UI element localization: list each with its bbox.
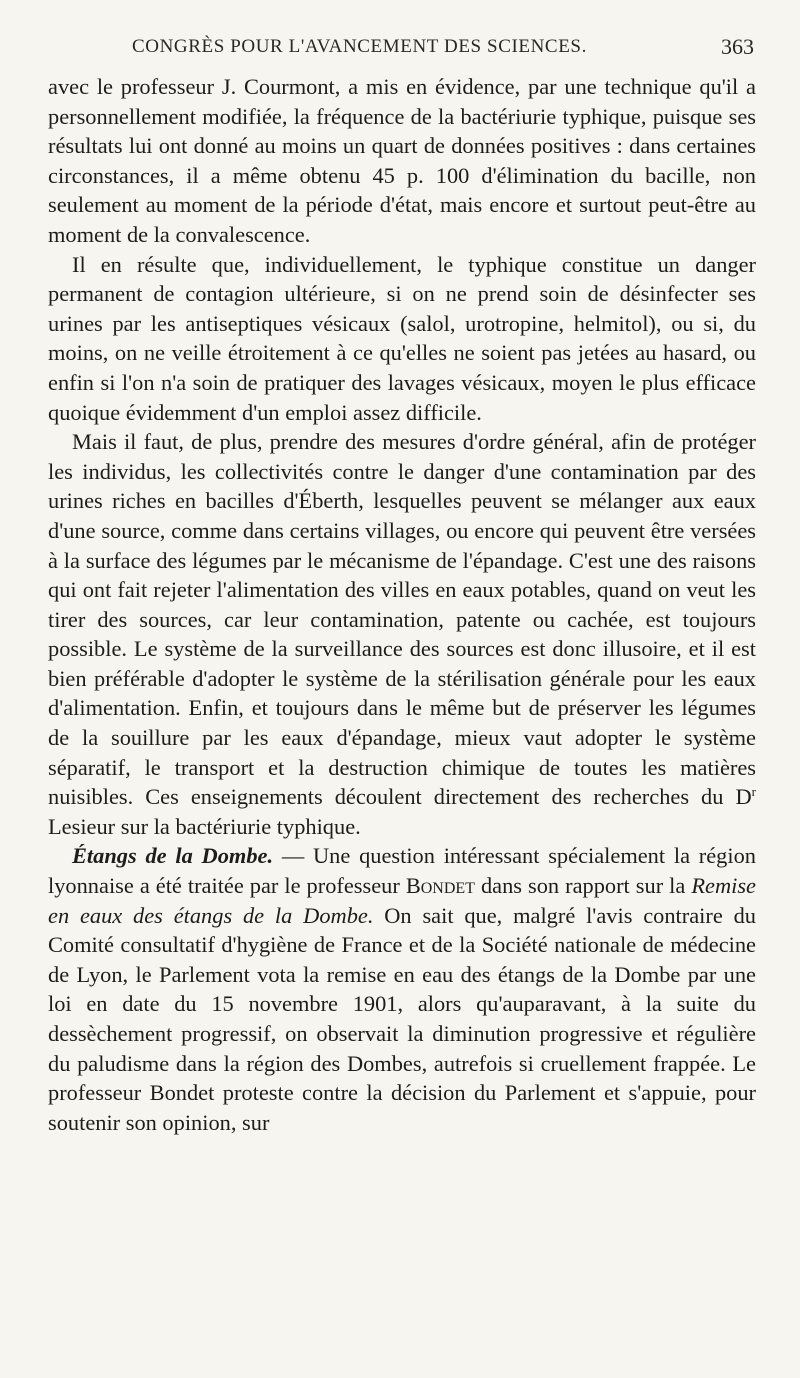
- book-page: [48, 28, 756, 1358]
- section-text: dans son rapport sur la: [474, 873, 692, 899]
- author-name: Bondet: [405, 873, 475, 899]
- paragraph-text: Mais il faut, de plus, prendre des mesures d'ordre général, afin de protéger les individus, les collectivités contre le danger d'une contamination par des urines riches en bacilles d'Éberth, lesquelles peuvent se mélanger aux eaux d'une source, comme dans certains villages, ou encore qui peuvent être versées à la surface des légumes par le mécanisme de l'épandage. C'est une des raisons qui ont fait rejeter l'alimentation des villes en eaux potables, quand on veut les tirer des sources, car leur contamination, patente ou cachée, est toujours possible. Le système de la surveillance des sources est donc illusoire, et il est bien préférable d'adopter le système de la stérilisation générale pour les eaux d'alimentation. Enfin, et toujours dans le même but de préserver les légumes de la souillure par les eaux d'épandage, mieux vaut adopter le système séparatif, le transport et la destruction chimique de toutes les matières nuisibles. Ces enseignements découlent directement des recherches du D: [48, 429, 756, 810]
- body-text: [48, 72, 756, 1137]
- report-title: Remise en eaux des étangs de la Dombe.: [48, 873, 756, 928]
- section-text: On sait que, malgré l'avis contraire du Comité consultatif d'hygiène de France et de la Société nationale de médecine de Lyon, le Parlement vota la remise en eau des étangs de la Dombe par une loi en date du 15 novembre 1901, alors qu'auparavant, à la suite du dessèchement progressif, on observait la diminution progressive et régulière du paludisme dans la région des Dombes, autrefois si cruellement frappée. Le professeur Bondet proteste contre la décision du Parlement et s'appuie, pour soutenir son opinion, sur: [48, 902, 756, 1135]
- section-title: Étangs de la Dombe.: [72, 843, 274, 869]
- superscript: r: [751, 784, 756, 800]
- running-title: CONGRÈS POUR L'AVANCEMENT DES SCIENCES.: [132, 36, 587, 57]
- page-number: 363: [721, 34, 754, 59]
- section-paragraph: [48, 841, 756, 1137]
- section-text: — Une question intéressant spécialement la région lyonnaise a été traitée par le professeur: [48, 843, 756, 899]
- running-head: [48, 28, 756, 72]
- paragraph-continued: avec le professeur J. Courmont, a mis en évidence, par une technique qu'il a personnellement modifiée, la fréquence de la bactériurie typhique, puisque ses résultats lui ont donné au moins un quart de données positives : dans certaines circonstances, il a même obtenu 45 p. 100 d'élimination du bacille, non seulement au moment de la période d'état, mais encore et surtout peut-être au moment de la convalescence.: [48, 74, 756, 247]
- paragraph: Il en résulte que, individuellement, le typhique constitue un danger permanent de contagion ultérieure, si on ne prend soin de désinfecter ses urines par les antiseptiques vésicaux (salol, urotropine, helmitol), ou si, du moins, on ne veille étroitement à ce qu'elles ne soient pas jetées au hasard, ou enfin si l'on n'a soin de pratiquer des lavages vésicaux, moyen le plus efficace quoique évidemment d'un emploi assez difficile.: [48, 251, 756, 425]
- paragraph-text: Lesieur sur la bactériurie typhique.: [48, 813, 361, 839]
- paragraph: [48, 427, 756, 841]
